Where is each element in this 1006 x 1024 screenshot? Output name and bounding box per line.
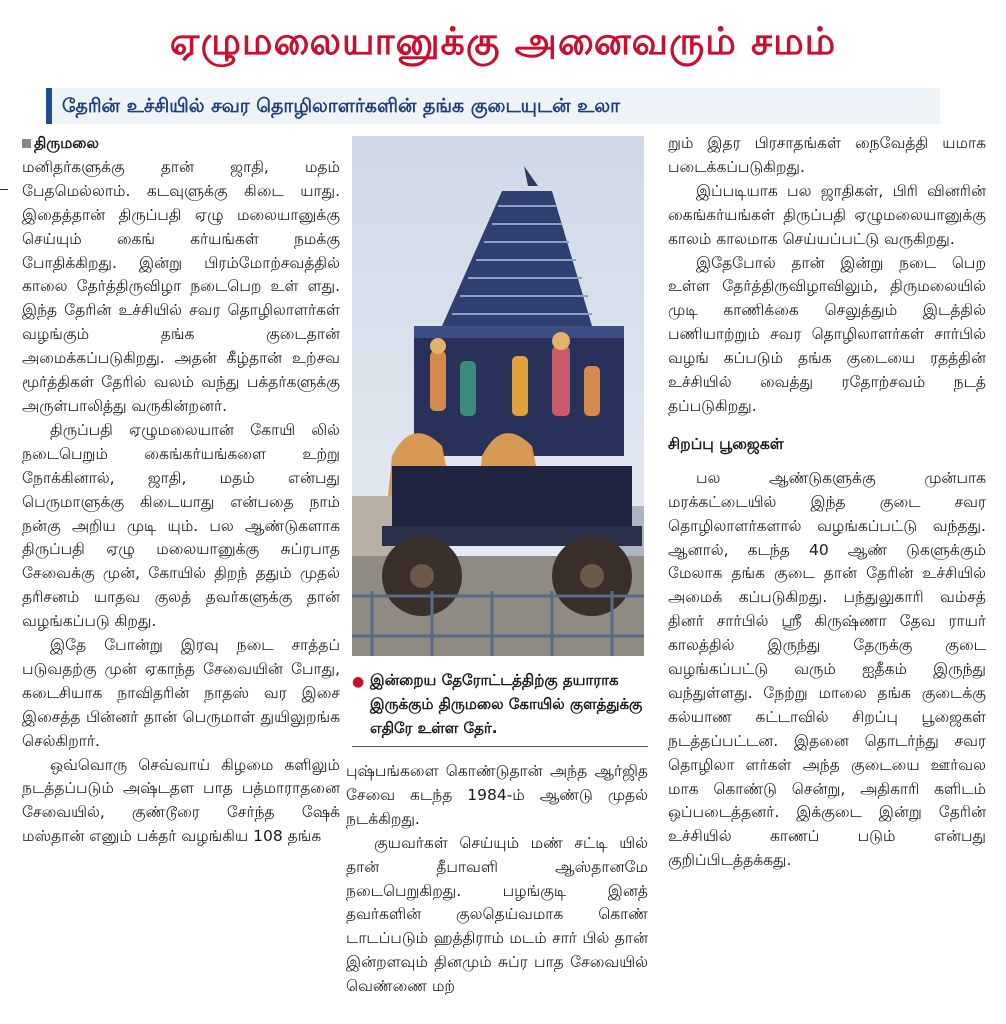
paragraph: குயவர்கள் செய்யும் மண் சட்டி யில் தான் தீபாவளி ஆஸ்தானமே நடைபெறுகிறது. பழங்குடி இனத் தவர்களின் குலதெய்வமாக கொண் டாடப்படும் ஹத்திராம் மடம் சார் பில் தான் இன்றளவும் தினமும் சுப்ர பாத சேவையில் வெண்ணை மற் bbox=[346, 833, 648, 996]
paragraph: ஒவ்வொரு செவ்வாய் கிழமை களிலும் நடத்தப்படும் அஷ்டதள பாத பத்மாராதனை சேவையில், குண்டூரை சேர்ந்த ஷேக் மஸ்தான் எனும் பக்தர் வழங்கிய 108 தங்க bbox=[22, 755, 340, 846]
paragraph: இப்படியாக பல ஜாதிகள், பிரி வினரின் கைங்கர்யங்கள் திருப்பதி ஏழுமலையானுக்கு காலம் காலமாக செய்யப்பட்டு வருகிறது. bbox=[668, 181, 986, 248]
paragraph: இதேபோல் தான் இன்று நடை பெற உள்ள தேர்த்திருவிழாவிலும், திருமலையில் முடி காணிக்கை செலுத்தும் இடத்தில் பணியாற்றும் சவர தொழிலாளர்கள் சார்பில் வழங் கப்படும் தங்க குடையை ரதத்தின் உச்சியில் வைத்து ரதோற்சவம் நடத் தப்படுகிறது. bbox=[668, 253, 986, 415]
paragraph: றும் இதர பிரசாதங்கள் நைவேத்தி யமாக படைக்கப்படுகிறது. bbox=[668, 134, 986, 176]
column-1 bbox=[22, 132, 340, 1018]
dateline: திருமலை bbox=[22, 132, 340, 156]
photo-caption: ● இன்றைய தேரோட்டத்திற்கு தயாராக இருக்கும் திருமலை கோயில் குளத்துக்கு எதிரே உள்ள தேர். bbox=[352, 671, 643, 737]
subheadline-accent-bar bbox=[46, 88, 52, 124]
section-subheading: சிறப்பு பூஜைகள் bbox=[668, 434, 784, 453]
dateline-square-icon bbox=[22, 139, 31, 148]
paragraph: இதே போன்று இரவு நடை சாத்தப் படுவதற்கு முன் ஏகாந்த சேவையின் போது, கடைசியாக நாவிதரின் நாதஸ் வர இசை இசைத்த பின்னர் தான் பெருமாள் துயிலுறங்க செல்கிறார். bbox=[22, 636, 340, 750]
paragraph: மனிதர்களுக்கு தான் ஜாதி, மதம் பேதமெல்லாம். கடவுளுக்கு கிடை யாது. இதைத்தான் திருப்பதி ஏழு மலையானுக்கு செய்யும் கைங் கர்யங்கள் நமக்கு போதிக்கிறது. இன்று பிரம்மோற்சவத்தில் காலை தேர்த்திருவிழா நடைபெற உள் ளது. இந்த தேரின் உச்சியில் சவர தொழிலாளர்கள் வழங்கும் தங்க குடைதான் அமைக்கப்படுகிறது. அதன் கீழ்தான் உற்சவ மூர்த்திகள் தேரில் வலம் வந்து பக்தர்களுக்கு அருள்பாலித்து வருகின்றனர். bbox=[22, 157, 340, 415]
paragraph: புஷ்பங்களை கொண்டுதான் அந்த ஆர்ஜித சேவை கடந்த 1984-ம் ஆண்டு முதல் நடக்கிறது. bbox=[346, 762, 648, 828]
temple-chariot-illustration bbox=[352, 136, 644, 656]
temple-chariot-photo bbox=[352, 136, 644, 656]
caption-divider bbox=[352, 746, 648, 747]
subheadline: தேரின் உச்சியில் சவர தொழிலாளர்களின் தங்க குடையுடன் உலா bbox=[62, 95, 621, 117]
headline: ஏழுமலையானுக்கு அனைவரும் சமம் bbox=[169, 19, 837, 63]
column-2 bbox=[346, 760, 648, 1022]
paragraph: பல ஆண்டுகளுக்கு முன்பாக மரக்கட்டையில் இந்த குடை சவர தொழிலாளர்களால் வழங்கப்பட்டு வந்தது. ஆனால், கடந்த 40 ஆண் டுகளுக்கும் மேலாக தங்க குடை தான் தேரின் உச்சியில் அமைக் கப்படுகிறது. பந்துலுகாரி வம்சத் தினர் சார்பில் ஸ்ரீ கிருஷ்ணா தேவ ராயர் காலத்தில் இருந்து தேருக்கு குடை வழங்கப்பட்டு வரும் ஐதீகம் இருந்து வந்துள்ளது. நேற்று மாலை தங்க குடைக்கு கல்யாண கட்டாவில் சிறப்பு பூஜைகள் நடத்தப்பட்டன. இதனை தொடர்ந்து சவர தொழிலா ளர்கள் அந்த குடையை ஊர்வல மாக கொண்டு சென்று, அதிகாரி களிடம் ஒப்படைத்தனர். இக்குடை இன்று தேரின் உச்சியில் காணப் படும் என்பது குறிப்பிடத்தக்கது. bbox=[668, 468, 986, 870]
paragraph: திருப்பதி ஏழுமலையான் கோயி லில் நடைபெறும் கைங்கர்யங்களை உற்று நோக்கினால், ஜாதி, மதம் என்பது பெருமாளுக்கு கிடையாது என்பதை நாம் நன்கு அறிய முடி யும். பல ஆண்டுகளாக திருப்பதி ஏழு மலையானுக்கு சுப்ரபாத சேவைக்கு முன், கோயில் திறந் ததும் முதல் தரிசனம் யாதவ குலத் தவர்களுக்கு தான் வழங்கப்படு கிறது. bbox=[22, 420, 340, 631]
column-3 bbox=[668, 132, 986, 1020]
margin-mark bbox=[0, 189, 8, 190]
caption-bullet-icon: ● bbox=[352, 674, 365, 690]
